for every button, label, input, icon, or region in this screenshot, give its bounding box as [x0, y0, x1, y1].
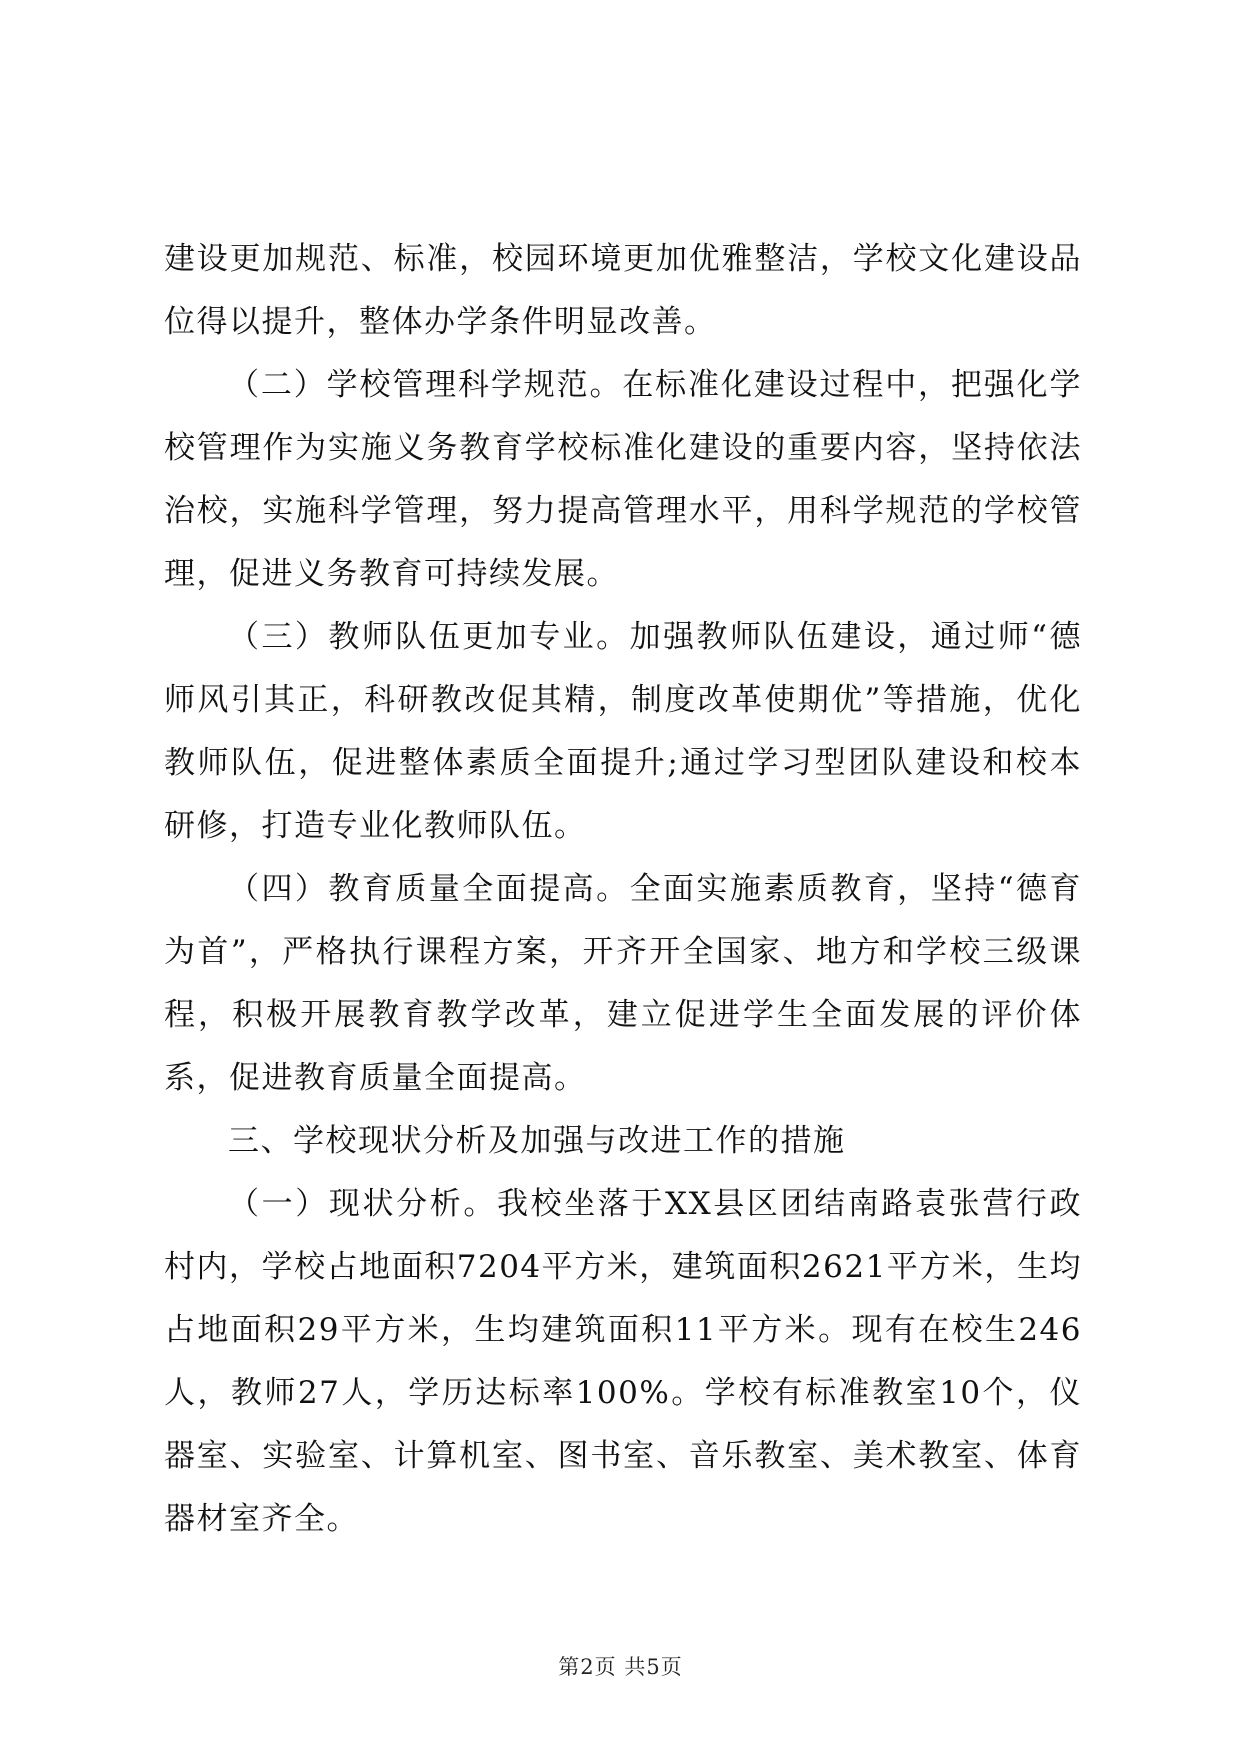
- section-heading-three: 三、学校现状分析及加强与改进工作的措施: [228, 1123, 846, 1159]
- paragraph-continuation: 建设更加规范、标准，校园环境更加优雅整洁，学校文化建设品位得以提升，整体办学条件明显改善。: [164, 241, 1082, 340]
- paragraph-status-analysis: （一）现状分析。我校坐落于XX县区团结南路袁张营行政村内，学校占地面积7204平方米，建筑面积2621平方米，生均占地面积29平方米，生均建筑面积11平方米。现有在校生246人，教师27人，学历达标率100%。学校有标准教室10个，仪器室、实验室、计算机室、图书室、音乐教室、美术教室、体育器材室齐全。: [164, 1186, 1082, 1537]
- document-body: [164, 228, 1082, 1551]
- paragraph-teacher-team: （三）教师队伍更加专业。加强教师队伍建设，通过师“德师风引其正，科研教改促其精，制度改革使期优”等措施，优化教师队伍，促进整体素质全面提升;通过学习型团队建设和校本研修，打造专业化教师队伍。: [164, 619, 1082, 844]
- paragraph-education-quality: （四）教育质量全面提高。全面实施素质教育，坚持“德育为首”，严格执行课程方案，开齐开全国家、地方和学校三级课程，积极开展教育教学改革，建立促进学生全面发展的评价体系，促进教育质量全面提高。: [164, 871, 1082, 1096]
- page-footer: 第2页 共5页: [558, 1655, 683, 1679]
- paragraph-school-management: （二）学校管理科学规范。在标准化建设过程中，把强化学校管理作为实施义务教育学校标准化建设的重要内容，坚持依法治校，实施科学管理，努力提高管理水平，用科学规范的学校管理，促进义务教育可持续发展。: [164, 367, 1082, 592]
